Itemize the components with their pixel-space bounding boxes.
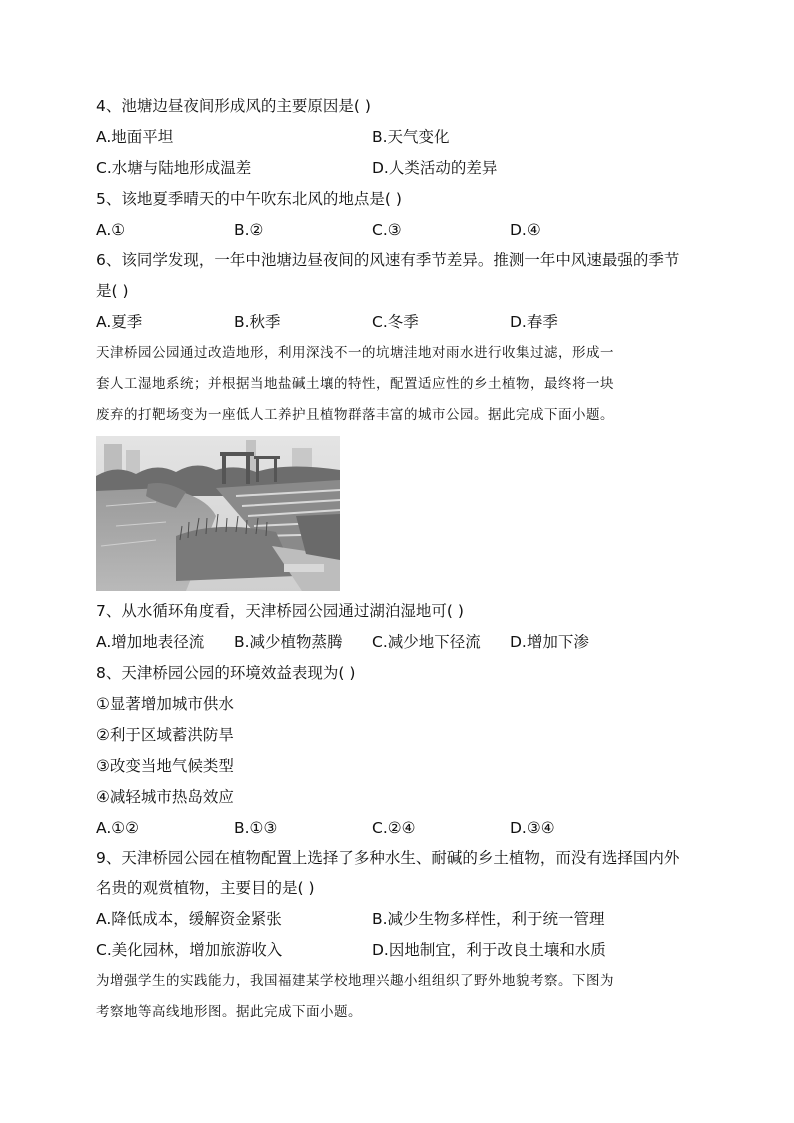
q9-option-c: C.美化园林，增加旅游收入: [96, 941, 283, 959]
q8-option-b: B.①③: [234, 819, 278, 837]
q4-option-b: B.天气变化: [372, 128, 450, 146]
passage1-line1: 天津桥园公园通过改造地形，利用深浅不一的坑塘洼地对雨水进行收集过滤，形成一: [96, 345, 614, 361]
q6-option-a: A.夏季: [96, 313, 143, 331]
q4-option-c: C.水塘与陆地形成温差: [96, 159, 252, 177]
q9-option-a: A.降低成本，缓解资金紧张: [96, 910, 282, 928]
passage1-line2: 套人工湿地系统；并根据当地盐碱土壤的特性，配置适应性的乡土植物，最终将一块: [96, 376, 614, 392]
q8-option-d: D.③④: [510, 819, 555, 837]
q9-option-d: D.因地制宜，利于改良土壤和水质: [372, 941, 606, 959]
q9-option-b: B.减少生物多样性，利于统一管理: [372, 910, 605, 928]
q6-option-b: B.秋季: [234, 313, 281, 331]
q4-stem: 4、池塘边昼夜间形成风的主要原因是( ): [96, 97, 371, 115]
q5-option-a: A.①: [96, 221, 126, 239]
q8-item-3: ③改变当地气候类型: [96, 757, 234, 775]
q8-option-c: C.②④: [372, 819, 416, 837]
q6-stem-line1: 6、该同学发现，一年中池塘边昼夜间的风速有季节差异。推测一年中风速最强的季节: [96, 251, 680, 269]
q8-stem: 8、天津桥园公园的环境效益表现为( ): [96, 664, 356, 682]
q4-option-d: D.人类活动的差异: [372, 159, 498, 177]
q5-option-b: B.②: [234, 221, 264, 239]
passage2-line2: 考察地等高线地形图。据此完成下面小题。: [96, 1004, 362, 1020]
q5-option-d: D.④: [510, 221, 541, 239]
passage2-line1: 为增强学生的实践能力，我国福建某学校地理兴趣小组组织了野外地貌考察。下图为: [96, 973, 614, 989]
q7-option-a: A.增加地表径流: [96, 633, 205, 651]
q6-stem-line2: 是( ): [96, 282, 129, 300]
q7-option-b: B.减少植物蒸腾: [234, 633, 343, 651]
q7-option-d: D.增加下渗: [510, 633, 589, 651]
q8-option-a: A.①②: [96, 819, 140, 837]
q7-stem: 7、从水循环角度看，天津桥园公园通过湖泊湿地可( ): [96, 602, 464, 620]
q9-stem-line2: 名贵的观赏植物，主要目的是( ): [96, 879, 315, 897]
q9-stem-line1: 9、天津桥园公园在植物配置上选择了多种水生、耐碱的乡土植物，而没有选择国内外: [96, 849, 680, 867]
park-wetland-photo: [96, 436, 340, 591]
passage1-line3: 废弃的打靶场变为一座低人工养护且植物群落丰富的城市公园。据此完成下面小题。: [96, 407, 614, 423]
q8-item-2: ②利于区域蓄洪防旱: [96, 726, 234, 744]
q8-item-4: ④减轻城市热岛效应: [96, 788, 234, 806]
q5-stem: 5、该地夏季晴天的中午吹东北风的地点是( ): [96, 190, 402, 208]
q8-item-1: ①显著增加城市供水: [96, 695, 234, 713]
q5-option-c: C.③: [372, 221, 402, 239]
q6-option-c: C.冬季: [372, 313, 419, 331]
q4-option-a: A.地面平坦: [96, 128, 174, 146]
q7-option-c: C.减少地下径流: [372, 633, 481, 651]
q6-option-d: D.春季: [510, 313, 558, 331]
